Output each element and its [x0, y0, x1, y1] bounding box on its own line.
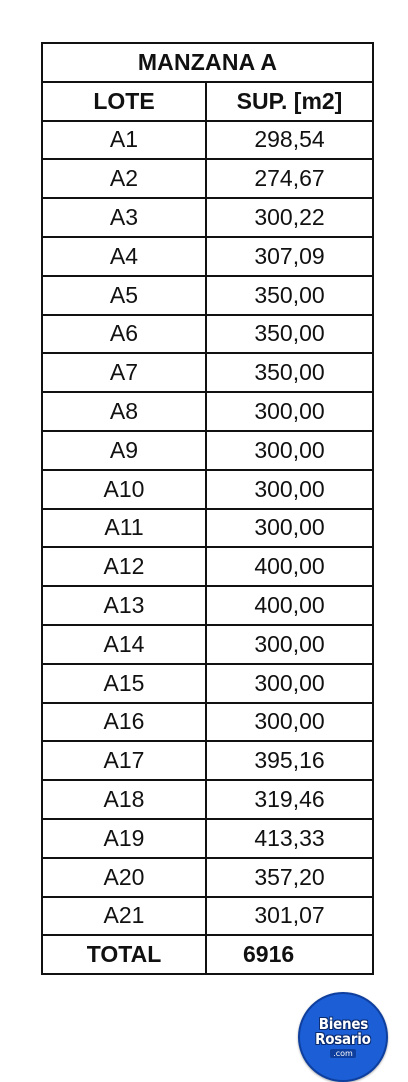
lot-area-cell: 350,00 — [206, 276, 373, 315]
table-row — [42, 586, 373, 625]
logo-text-line2: Rosario — [315, 1029, 371, 1048]
lot-id-cell: A5 — [42, 276, 206, 315]
table-row — [42, 159, 373, 198]
table-row — [42, 198, 373, 237]
lot-area-cell: 300,00 — [206, 392, 373, 431]
lot-area-table — [41, 42, 374, 975]
lot-area-cell: 413,33 — [206, 819, 373, 858]
lot-id-cell: A8 — [42, 392, 206, 431]
lot-id-cell: A12 — [42, 547, 206, 586]
table-row — [42, 780, 373, 819]
lot-id-cell: A13 — [42, 586, 206, 625]
table-row — [42, 664, 373, 703]
lot-table-sheet — [41, 42, 372, 975]
lot-id-cell: A17 — [42, 741, 206, 780]
lot-id-cell: A14 — [42, 625, 206, 664]
lot-id-cell: A21 — [42, 897, 206, 936]
lot-id-cell: A6 — [42, 315, 206, 354]
lot-area-cell: 298,54 — [206, 121, 373, 160]
lot-id-cell: A11 — [42, 509, 206, 548]
table-row — [42, 237, 373, 276]
table-row — [42, 819, 373, 858]
logo-text-line1: Bienes — [318, 1014, 368, 1033]
lot-area-cell: 395,16 — [206, 741, 373, 780]
lot-area-cell: 300,00 — [206, 625, 373, 664]
lot-id-cell: A2 — [42, 159, 206, 198]
lot-id-cell: A4 — [42, 237, 206, 276]
lot-id-cell: A15 — [42, 664, 206, 703]
bienes-rosario-logo — [298, 992, 388, 1082]
table-row — [42, 703, 373, 742]
lot-id-cell: A1 — [42, 121, 206, 160]
table-row — [42, 547, 373, 586]
table-row — [42, 392, 373, 431]
lot-id-cell: A3 — [42, 198, 206, 237]
table-row — [42, 121, 373, 160]
lot-id-cell: A20 — [42, 858, 206, 897]
total-label: TOTAL — [42, 935, 206, 974]
lot-area-cell: 307,09 — [206, 237, 373, 276]
lot-area-cell: 350,00 — [206, 353, 373, 392]
lot-id-cell: A7 — [42, 353, 206, 392]
table-row — [42, 897, 373, 936]
lot-id-cell: A16 — [42, 703, 206, 742]
lot-area-cell: 357,20 — [206, 858, 373, 897]
table-title: MANZANA A — [42, 43, 373, 82]
lot-area-cell: 400,00 — [206, 547, 373, 586]
table-row — [42, 353, 373, 392]
table-title-row — [42, 43, 373, 82]
column-header-area: SUP. [m2] — [206, 82, 373, 121]
lot-area-cell: 350,00 — [206, 315, 373, 354]
lot-id-cell: A19 — [42, 819, 206, 858]
table-row — [42, 625, 373, 664]
lot-area-cell: 301,07 — [206, 897, 373, 936]
lot-area-cell: 300,22 — [206, 198, 373, 237]
logo-text-line3: .com — [330, 1049, 356, 1058]
table-row — [42, 509, 373, 548]
lot-area-cell: 300,00 — [206, 509, 373, 548]
lot-area-cell: 274,67 — [206, 159, 373, 198]
lot-area-cell: 319,46 — [206, 780, 373, 819]
table-row — [42, 470, 373, 509]
lot-area-cell: 300,00 — [206, 431, 373, 470]
total-row — [42, 935, 373, 974]
table-row — [42, 315, 373, 354]
lot-area-cell: 400,00 — [206, 586, 373, 625]
table-header-row — [42, 82, 373, 121]
table-row — [42, 431, 373, 470]
total-value: 6916 — [206, 935, 373, 974]
table-row — [42, 276, 373, 315]
table-row — [42, 741, 373, 780]
lot-area-cell: 300,00 — [206, 703, 373, 742]
lot-area-cell: 300,00 — [206, 664, 373, 703]
table-row — [42, 858, 373, 897]
lot-id-cell: A18 — [42, 780, 206, 819]
column-header-lot: LOTE — [42, 82, 206, 121]
lot-area-cell: 300,00 — [206, 470, 373, 509]
lot-id-cell: A10 — [42, 470, 206, 509]
lot-id-cell: A9 — [42, 431, 206, 470]
